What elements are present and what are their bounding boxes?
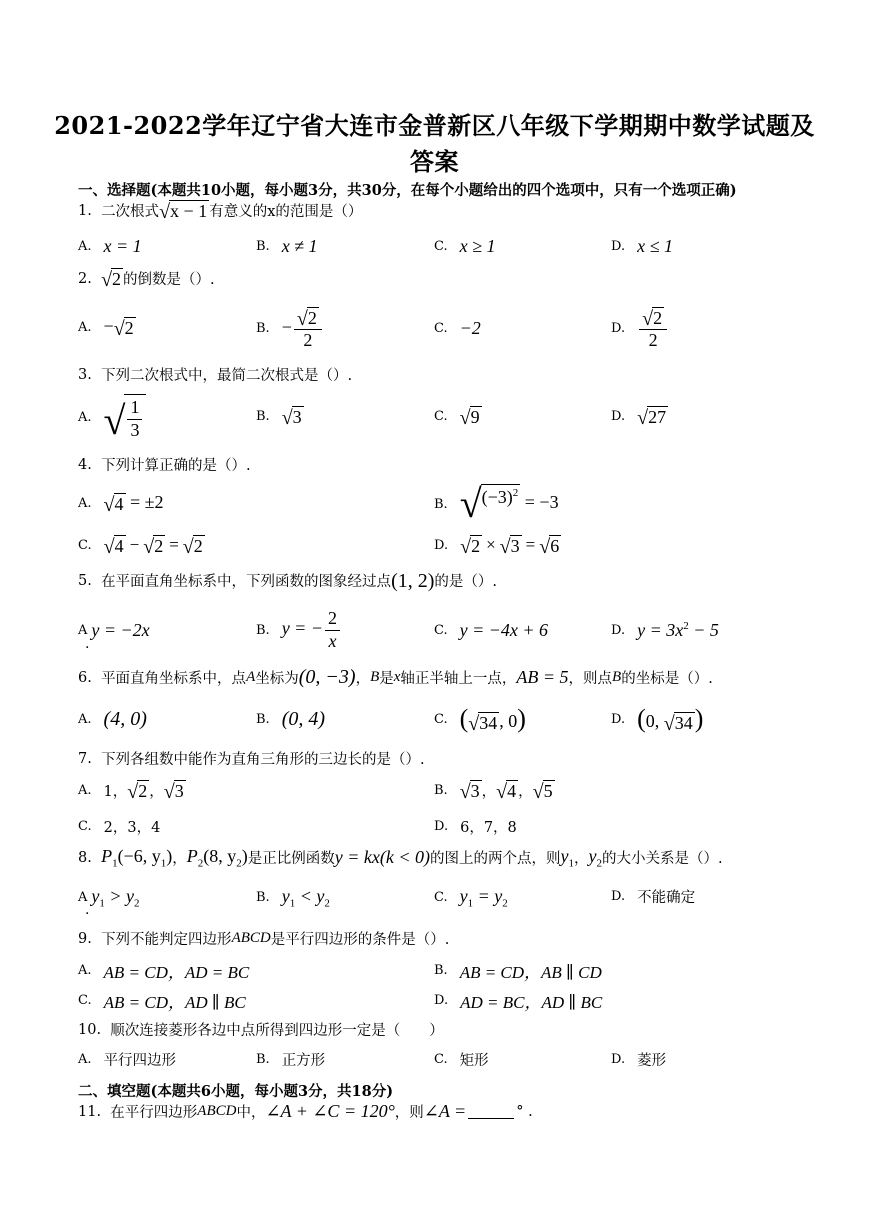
q10-option-b[interactable]: B. 正方形 (256, 1052, 326, 1069)
question-1: 1. 二次根式 √ x − 1 有意义的x的范围是（） (78, 200, 363, 223)
question-11: 11. 在平行四边形 ABCD 中， ∠A + ∠C = 120° ，则 ∠A = ° . (78, 1101, 533, 1121)
q9-option-d[interactable]: D. AD = BC，AD ∥ BC (434, 993, 603, 1012)
question-6: 6. 平面直角坐标系中，点 A 坐标为 (0, −3) ， B 是 x 轴正半轴上一点， AB = 5 ，则点 B 的坐标是（）. (78, 666, 713, 688)
q3-option-a[interactable]: A. √ $\frac{1}{3}$ (78, 394, 146, 441)
question-9: 9. 下列不能判定四边形 ABCD 是平行四边形的条件是（）. (78, 930, 450, 948)
q5-option-c[interactable]: C. y = −4x + 6 (434, 620, 549, 640)
q10-option-d[interactable]: D. 菱形 (611, 1052, 667, 1069)
question-3: 3. 下列二次根式中，最简二次根式是（）. (78, 366, 353, 384)
q7-option-a[interactable]: A. 1， √ 2 ， √ 3 (78, 780, 184, 803)
q7-option-b[interactable]: B. √ 3 ， √ 4 ， √ 5 (434, 780, 553, 803)
answer-blank[interactable] (468, 1104, 514, 1119)
sqrt-expression: √ x − 1 (159, 200, 208, 223)
q6-option-b[interactable]: B. (0, 4) (256, 708, 326, 730)
q5-option-b[interactable]: B. y = − $\frac{2}{x}$ (256, 608, 342, 652)
question-8: 8. $P_1(-6$, $y_1$) ， $P_2(8$, $y_2$) 是正比例函数 y = kx (k < 0) 的图上的两个点，则 $y_1$ ， $y_2$ 的大小关系是（）. (78, 846, 723, 870)
section-heading-fill-blank: 二、填空题(本题共6小题，每小题3分，共18分) (78, 1083, 394, 1100)
q7-option-d[interactable]: D. 6，7，8 (434, 819, 517, 836)
q8-option-d[interactable]: D. 不能确定 (611, 889, 696, 906)
question-2: 2. √ 2 的倒数是（）. (78, 268, 215, 291)
question-7: 7. 下列各组数中能作为直角三角形的三边长的是（）. (78, 750, 425, 768)
q5-option-a[interactable]: A y = −2x (78, 620, 150, 640)
q8-option-b[interactable]: B. $y_1 < y_2$ (256, 886, 330, 910)
q6-option-c[interactable]: C. ( √ 34 , 0) (434, 704, 526, 735)
q1-option-a[interactable]: A. x = 1 (78, 236, 142, 256)
q2-option-d[interactable]: D. √ 2 2 (611, 306, 669, 351)
question-5: 5. 在平面直角坐标系中，下列函数的图象经过点 (1, 2) 的是（）. (78, 569, 497, 592)
q2-option-b[interactable]: B. − √ 2 2 (256, 306, 324, 351)
q9-option-a[interactable]: A. AB = CD，AD = BC (78, 963, 250, 982)
stray-dot: . (85, 902, 90, 918)
q3-option-b[interactable]: B. √ 3 (256, 406, 302, 429)
q10-option-a[interactable]: A. 平行四边形 (78, 1052, 177, 1069)
q6-option-a[interactable]: A. (4, 0) (78, 708, 147, 730)
document-title-line2: 答案 (410, 147, 459, 176)
section-heading-choice: 一、选择题(本题共10小题，每小题3分，共30分，在每个小题给出的四个选项中，只有一个选项正确) (78, 182, 737, 199)
stray-dot: . (85, 636, 90, 652)
q4-option-c[interactable]: C. √ 4 − √ 2 = √ 2 (78, 535, 203, 558)
q2-option-a[interactable]: A. − √ 2 (78, 316, 134, 340)
q4-option-b[interactable]: B. √ $(-3)^2$ = −3 (434, 481, 559, 526)
question-4: 4. 下列计算正确的是（）. (78, 456, 251, 474)
q4-option-d[interactable]: D. √ 2 × √ 3 = √ 6 (434, 535, 560, 558)
q7-option-c[interactable]: C. 2，3，4 (78, 819, 161, 836)
q10-option-c[interactable]: C. 矩形 (434, 1052, 489, 1069)
question-10: 10. 顺次连接菱形各边中点所得到四边形一定是（ ） (78, 1021, 444, 1039)
document-title-line1: 2021-2022学年辽宁省大连市金普新区八年级下学期期中数学试题及 (54, 111, 815, 140)
q8-option-c[interactable]: C. $y_1 = y_2$ (434, 886, 508, 910)
q1-option-b[interactable]: B. x ≠ 1 (256, 236, 318, 256)
q3-option-d[interactable]: D. √ 27 (611, 406, 667, 429)
q5-option-d[interactable]: D. $y = 3x^2 - 5$ (611, 620, 719, 640)
q3-option-c[interactable]: C. √ 9 (434, 406, 480, 429)
q1-option-c[interactable]: C. x ≥ 1 (434, 236, 496, 256)
q8-option-a[interactable]: A $y_1 > y_2$ (78, 886, 140, 910)
q9-option-b[interactable]: B. AB = CD，AB ∥ CD (434, 963, 602, 982)
q2-option-c[interactable]: C. −2 (434, 318, 481, 338)
q1-option-d[interactable]: D. x ≤ 1 (611, 236, 673, 256)
q4-option-a[interactable]: A. √ 4 = ±2 (78, 492, 164, 516)
q9-option-c[interactable]: C. AB = CD，AD ∥ BC (78, 993, 246, 1012)
q6-option-d[interactable]: D. (0, √ 34 ) (611, 704, 704, 735)
